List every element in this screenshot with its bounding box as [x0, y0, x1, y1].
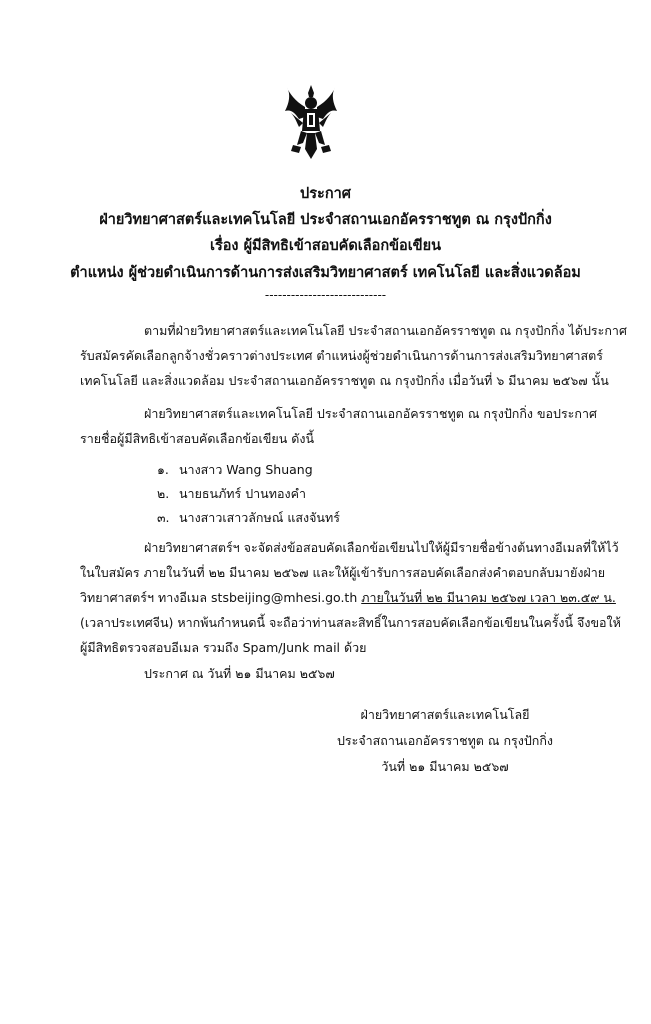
- announcement-heading: ประกาศ: [300, 186, 351, 202]
- paragraph-line: ฝ่ายวิทยาศาสตร์ฯ จะจัดส่งข้อสอบคัดเลือกข้อเขียนไปให้ผู้มีรายชื่อข้างต้นทางอีเมลที่ให้ไว้: [144, 540, 619, 555]
- signature-department: ฝ่ายวิทยาศาสตร์และเทคโนโลยี: [360, 707, 530, 722]
- department-heading: ฝ่ายวิทยาศาสตร์และเทคโนโลยี ประจำสถานเอกอัครราชทูต ณ กรุงปักกิ่ง: [99, 212, 552, 228]
- paragraph-reference: [80, 318, 627, 393]
- candidate-item: [157, 508, 340, 528]
- candidate-name: นายธนภัทร์ ปานทองคำ: [179, 486, 306, 501]
- paragraph-announcement: [80, 401, 597, 451]
- paragraph-line: [80, 585, 616, 610]
- candidate-item: [157, 484, 306, 504]
- candidate-number: ๒.: [157, 486, 170, 501]
- paragraph-line: ในใบสมัคร ภายในวันที่ ๒๒ มีนาคม ๒๕๖๗ และให้ผู้เข้ารับการสอบคัดเลือกส่งคำตอบกลับมายังฝ่าย: [80, 565, 606, 580]
- garuda-emblem: [283, 83, 339, 161]
- candidate-name: นางสาว Wang Shuang: [179, 462, 313, 477]
- paragraph-line: เทคโนโลยี และสิ่งแวดล้อม ประจำสถานเอกอัครราชทูต ณ กรุงปักกิ่ง เมื่อวันที่ ๖ มีนาคม ๒๕๖๗ นั้น: [80, 373, 609, 388]
- signature-embassy: ประจำสถานเอกอัครราชทูต ณ กรุงปักกิ่ง: [336, 733, 554, 748]
- paragraph-line: ผู้มีสิทธิตรวจสอบอีเมล รวมถึง Spam/Junk mail ด้วย: [80, 640, 367, 655]
- signature-date: วันที่ ๒๑ มีนาคม ๒๕๖๗: [381, 759, 509, 774]
- paragraph-line: ตามที่ฝ่ายวิทยาศาสตร์และเทคโนโลยี ประจำสถานเอกอัครราชทูต ณ กรุงปักกิ่ง ได้ประกาศ: [144, 323, 627, 338]
- announcement-date: ประกาศ ณ วันที่ ๒๑ มีนาคม ๒๕๖๗: [144, 666, 335, 681]
- paragraph-instructions: [80, 535, 621, 660]
- paragraph-line: รายชื่อผู้มีสิทธิเข้าสอบคัดเลือกข้อเขียน ดังนี้: [80, 431, 314, 446]
- position-heading: ตำแหน่ง ผู้ช่วยดำเนินการด้านการส่งเสริมวิทยาศาสตร์ เทคโนโลยี และสิ่งแวดล้อม: [70, 265, 581, 281]
- candidate-item: [157, 460, 313, 480]
- candidate-number: ๑.: [157, 462, 169, 477]
- paragraph-line: ฝ่ายวิทยาศาสตร์และเทคโนโลยี ประจำสถานเอกอัครราชทูต ณ กรุงปักกิ่ง ขอประกาศ: [144, 406, 597, 421]
- candidate-number: ๓.: [157, 510, 170, 525]
- subject-heading: เรื่อง ผู้มีสิทธิเข้าสอบคัดเลือกข้อเขียน: [209, 238, 441, 254]
- paragraph-line: (เวลาประเทศจีน) หากพ้นกำหนดนี้ จะถือว่าท่านสละสิทธิ์ในการสอบคัดเลือกข้อเขียนในครั้งนี้ จึงขอให้: [80, 615, 621, 630]
- deadline-underlined: ภายในวันที่ ๒๒ มีนาคม ๒๕๖๗ เวลา ๒๓.๕๙ น.: [361, 590, 616, 605]
- email-instruction: วิทยาศาสตร์ฯ ทางอีเมล stsbeijing@mhesi.go.th: [80, 590, 362, 605]
- candidate-name: นางสาวเสาวลักษณ์ แสงจันทร์: [179, 510, 340, 525]
- heading-divider: ----------------------------: [264, 288, 387, 302]
- paragraph-line: รับสมัครคัดเลือกลูกจ้างชั่วคราวต่างประเทศ ตำแหน่งผู้ช่วยดำเนินการด้านการส่งเสริมวิทยาศาสตร์: [80, 348, 604, 363]
- signature-block: [330, 702, 560, 780]
